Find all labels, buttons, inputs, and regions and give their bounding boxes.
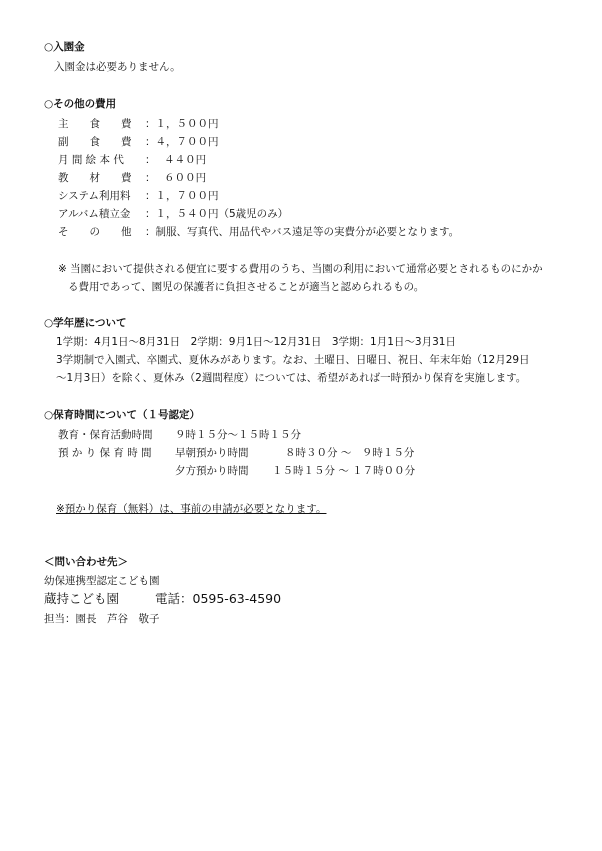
fee-value-side-meal: ：４，７００円 [145, 136, 219, 148]
admission-heading: ○入園金 [44, 41, 85, 53]
fee-value-other: ：制服、写真代、用品代やバス遠足等の実費分が必要となります。 [145, 226, 460, 238]
fee-label-other: そ の 他 [58, 226, 132, 238]
fees-note-line1: ※ 当園において提供される便宜に要する費用のうち、当園の利用において通常必要とされるものにかか [58, 263, 543, 275]
calendar-text-line2: 3学期制で入園式、卒園式、夏休みがあります。なお、土曜日、日曜日、祝日、年末年始（12月29日 [56, 354, 530, 366]
contact-facility-name: 蔵持こども園 [44, 591, 120, 606]
calendar-text-line3: ～1月3日）を除く、夏休み（2週間程度）については、希望があれば一時預かり保育を実施します。 [56, 372, 527, 384]
other-fees-heading: ○その他の費用 [44, 98, 117, 110]
education-hours-time: ９時１５分～１５時１５分 [175, 429, 301, 441]
fee-label-picture-book: 月 間 絵 本 代 [58, 154, 124, 166]
hours-note: ※預かり保育（無料）は、事前の申請が必要となります。 [56, 503, 327, 515]
fee-label-materials: 教 材 費 [58, 172, 132, 184]
morning-care-time: ８時３０分 ～ ９時１５分 [285, 447, 415, 459]
fee-label-album: アルバム積立金 [58, 208, 131, 220]
fee-value-main-meal: ：１，５００円 [145, 118, 219, 130]
contact-heading: ＜問い合わせ先＞ [44, 556, 128, 568]
hours-heading: ○保育時間について（１号認定） [44, 409, 200, 421]
fee-value-picture-book: ： ４４０円 [145, 154, 207, 166]
admission-text: 入園金は必要ありません。 [54, 61, 181, 73]
morning-care-label: 早朝預かり時間 [175, 447, 249, 459]
contact-facility-type: 幼保連携型認定こども園 [44, 575, 160, 587]
fee-value-system: ：１，７００円 [145, 190, 219, 202]
evening-care-time: １５時１５分 ～ １７時００分 [272, 465, 416, 477]
education-hours-label: 教育・保育活動時間 [58, 429, 153, 441]
extended-care-label: 預 か り 保 育 時 間 [58, 447, 152, 459]
fee-value-materials: ： ６００円 [145, 172, 207, 184]
calendar-terms: 1学期：4月1日～8月31日 2学期：9月1日～12月31日 3学期：1月1日～3月31日 [56, 336, 456, 348]
contact-phone: 電話：0595-63-4590 [155, 591, 282, 606]
contact-person: 担当：園長 芦谷 敬子 [44, 613, 160, 625]
fee-value-album: ：１，５４０円（5歳児のみ） [145, 208, 289, 220]
evening-care-label: 夕方預かり時間 [175, 465, 249, 477]
fees-note-line2: る費用であって、園児の保護者に負担させることが適当と認められるもの。 [68, 281, 425, 293]
fee-label-system: システム利用料 [58, 190, 131, 202]
calendar-heading: ○学年歴について [44, 317, 127, 329]
fee-label-side-meal: 副 食 費 [58, 136, 132, 148]
fee-label-main-meal: 主 食 費 [58, 118, 132, 130]
